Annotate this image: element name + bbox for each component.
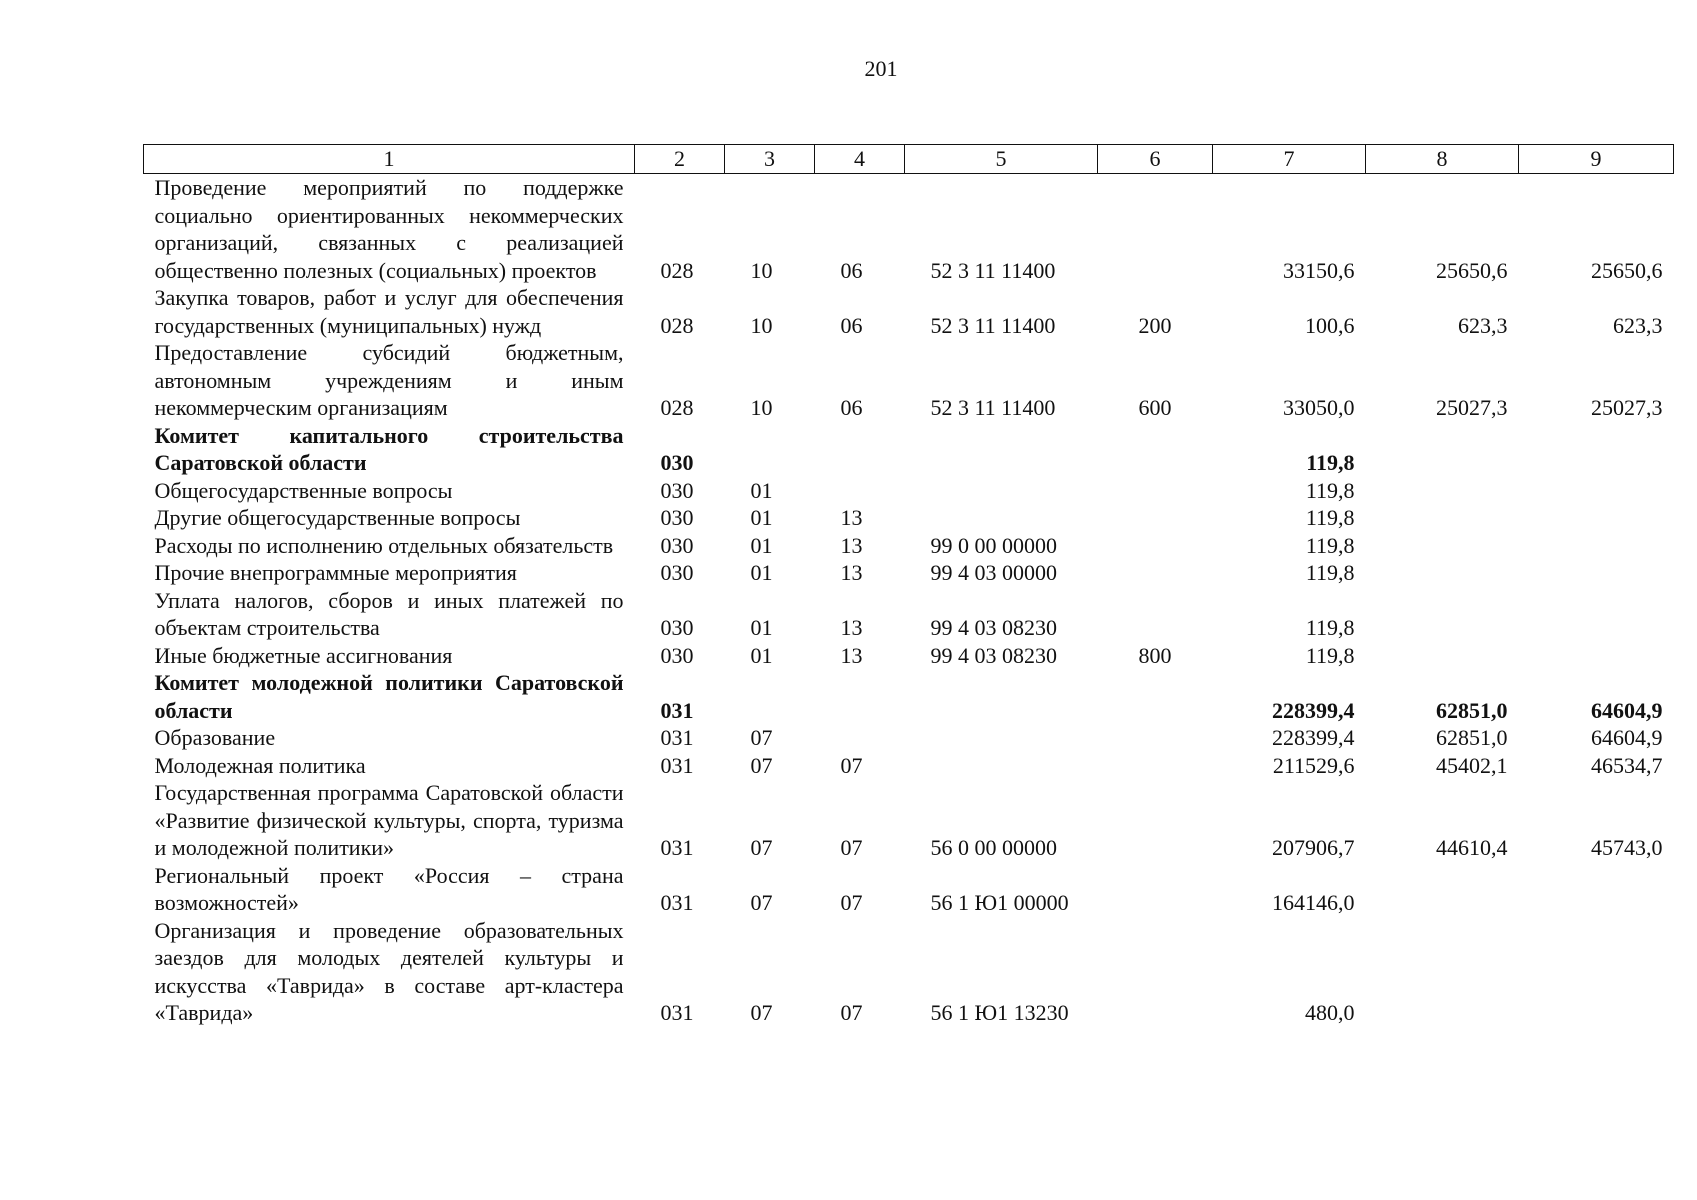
- row-subsection-code: 07: [840, 752, 863, 778]
- row-sum-col7: 33050,0: [1283, 395, 1355, 420]
- row-sum-col8: [1366, 862, 1519, 917]
- row-sum-col9: [1519, 504, 1674, 532]
- row-expense-type-code: 200: [1138, 312, 1172, 338]
- row-target-code: [905, 669, 1098, 724]
- row-subsection-code: 13: [840, 505, 863, 530]
- row-target-code: 56 1 Ю1 13230: [930, 1000, 1069, 1025]
- row-sum-col9: [1519, 917, 1674, 1027]
- row-sum-col9: 64604,9: [1591, 697, 1663, 723]
- row-target-code: [905, 504, 1098, 532]
- row-subsection-code: 13: [840, 532, 863, 558]
- row-ved-code: 030: [660, 477, 694, 503]
- row-target-code: [905, 724, 1098, 752]
- row-expense-type-code: 600: [1138, 395, 1172, 420]
- row-name: Другие общегосударственные вопросы: [154, 505, 521, 530]
- table-row: [144, 587, 1674, 642]
- row-subsection-code: 13: [840, 642, 863, 668]
- row-section-code: 01: [750, 532, 773, 558]
- table-row: [144, 642, 1674, 670]
- row-sum-col7: 119,8: [1305, 615, 1355, 640]
- row-subsection-code: 07: [840, 835, 863, 860]
- row-name: Предоставление субсидий бюджетным, автономным учреждениям и иным некоммерческим организациям: [154, 340, 624, 420]
- page-number: 201: [864, 56, 898, 81]
- row-sum-col9: [1519, 532, 1674, 560]
- row-ved-code: 030: [660, 450, 694, 475]
- row-sum-col7: 119,8: [1305, 477, 1355, 503]
- row-target-code: 99 4 03 08230: [930, 615, 1057, 640]
- row-sum-col9: [1519, 587, 1674, 642]
- row-name: Закупка товаров, работ и услуг для обеспечения государственных (муниципальных) нужд: [154, 285, 624, 338]
- row-section-code: 07: [750, 752, 773, 778]
- row-expense-type-code: 800: [1138, 642, 1172, 668]
- row-ved-code: 030: [660, 642, 694, 668]
- row-ved-code: 031: [660, 1000, 694, 1025]
- row-ved-code: 028: [660, 395, 694, 420]
- row-sum-col7: 228399,4: [1272, 697, 1355, 723]
- row-ved-code: 031: [660, 835, 694, 860]
- row-name: Молодежная политика: [154, 752, 366, 778]
- row-ved-code: 031: [660, 697, 694, 723]
- row-sum-col8: 62851,0: [1436, 725, 1508, 750]
- row-sum-col8: [1366, 504, 1519, 532]
- row-sum-col9: 623,3: [1613, 312, 1663, 338]
- row-ved-code: 028: [660, 312, 694, 338]
- row-sum-col8: [1366, 642, 1519, 670]
- table-row: [144, 339, 1674, 422]
- row-sum-col8: [1366, 532, 1519, 560]
- table-row: [144, 669, 1674, 724]
- row-expense-type-code: [1098, 532, 1213, 560]
- row-sum-col7: 119,8: [1305, 532, 1355, 558]
- row-expense-type-code: [1098, 724, 1213, 752]
- row-section-code: 01: [750, 505, 773, 530]
- row-name: Комитет молодежной политики Саратовской области: [154, 670, 624, 723]
- row-expense-type-code: [1098, 587, 1213, 642]
- row-target-code: 52 3 11 11400: [930, 395, 1056, 420]
- row-sum-col7: 33150,6: [1283, 257, 1355, 283]
- row-ved-code: 030: [660, 560, 694, 585]
- row-section-code: 07: [750, 725, 773, 750]
- row-sum-col8: 623,3: [1458, 312, 1508, 338]
- row-sum-col9: [1519, 559, 1674, 587]
- row-section-code: [725, 669, 815, 724]
- row-sum-col7: 164146,0: [1272, 890, 1355, 915]
- row-ved-code: 030: [660, 505, 694, 530]
- row-sum-col8: [1366, 917, 1519, 1027]
- header-col-7: 7: [1213, 145, 1366, 174]
- row-sum-col9: [1519, 422, 1674, 477]
- row-sum-col8: 62851,0: [1436, 697, 1508, 723]
- row-subsection-code: 07: [840, 1000, 863, 1025]
- row-ved-code: 031: [660, 890, 694, 915]
- table-row: [144, 532, 1674, 560]
- row-target-code: 99 4 03 08230: [930, 642, 1057, 668]
- row-expense-type-code: [1098, 669, 1213, 724]
- header-col-6: 6: [1098, 145, 1213, 174]
- row-sum-col8: [1366, 559, 1519, 587]
- row-ved-code: 030: [660, 615, 694, 640]
- row-name: Образование: [154, 725, 276, 750]
- table-row: [144, 284, 1674, 339]
- row-sum-col9: [1519, 477, 1674, 505]
- row-subsection-code: [815, 724, 905, 752]
- table-row: [144, 477, 1674, 505]
- table-body: [144, 174, 1674, 1027]
- row-sum-col8: 25650,6: [1436, 257, 1508, 283]
- row-sum-col7: 207906,7: [1272, 835, 1355, 860]
- row-sum-col9: [1519, 862, 1674, 917]
- row-sum-col7: 119,8: [1305, 560, 1355, 585]
- row-expense-type-code: [1098, 917, 1213, 1027]
- row-ved-code: 031: [660, 725, 694, 750]
- row-name: Организация и проведение образовательных заездов для молодых деятелей культуры и искусства «Таврида» в составе арт-кластера «Таврида»: [154, 917, 624, 1025]
- row-sum-col9: 46534,7: [1591, 752, 1663, 778]
- row-sum-col7: 119,8: [1305, 642, 1355, 668]
- row-sum-col9: [1519, 642, 1674, 670]
- row-section-code: 01: [750, 477, 773, 503]
- row-expense-type-code: [1098, 174, 1213, 285]
- row-sum-col7: 228399,4: [1272, 725, 1355, 750]
- row-subsection-code: [815, 477, 905, 505]
- row-sum-col7: 211529,6: [1272, 752, 1355, 778]
- header-row: [144, 145, 1674, 174]
- row-subsection-code: 07: [840, 890, 863, 915]
- row-sum-col8: [1366, 587, 1519, 642]
- row-section-code: 10: [750, 312, 773, 338]
- table-row: [144, 174, 1674, 285]
- row-subsection-code: 06: [840, 312, 863, 338]
- row-target-code: 52 3 11 11400: [930, 257, 1056, 283]
- row-expense-type-code: [1098, 752, 1213, 780]
- row-expense-type-code: [1098, 779, 1213, 862]
- row-target-code: [905, 477, 1098, 505]
- header-col-4: 4: [815, 145, 905, 174]
- table-row: [144, 504, 1674, 532]
- row-sum-col8: [1366, 422, 1519, 477]
- row-expense-type-code: [1098, 862, 1213, 917]
- row-expense-type-code: [1098, 477, 1213, 505]
- row-sum-col7: 480,0: [1305, 1000, 1355, 1025]
- row-section-code: [725, 422, 815, 477]
- row-name: Расходы по исполнению отдельных обязательств: [154, 532, 614, 558]
- row-target-code: 99 4 03 00000: [930, 560, 1057, 585]
- header-col-3: 3: [725, 145, 815, 174]
- table-row: [144, 422, 1674, 477]
- table-row: [144, 559, 1674, 587]
- row-target-code: 56 0 00 00000: [930, 835, 1057, 860]
- row-ved-code: 028: [660, 257, 694, 283]
- row-sum-col8: 25027,3: [1436, 395, 1508, 420]
- table-row: [144, 862, 1674, 917]
- row-target-code: 56 1 Ю1 00000: [930, 890, 1069, 915]
- row-sum-col7: 119,8: [1306, 450, 1355, 475]
- row-subsection-code: [815, 669, 905, 724]
- row-sum-col8: 45402,1: [1436, 752, 1508, 778]
- row-expense-type-code: [1098, 504, 1213, 532]
- row-ved-code: 031: [660, 752, 694, 778]
- row-subsection-code: [815, 422, 905, 477]
- row-name: Уплата налогов, сборов и иных платежей по объектам строительства: [154, 587, 624, 640]
- row-name: Региональный проект «Россия – страна возможностей»: [154, 862, 624, 915]
- row-section-code: 01: [750, 560, 773, 585]
- row-subsection-code: 13: [840, 560, 863, 585]
- row-target-code: 99 0 00 00000: [930, 532, 1057, 558]
- header-col-1: 1: [144, 145, 635, 174]
- header-col-2: 2: [635, 145, 725, 174]
- row-sum-col7: 119,8: [1305, 505, 1355, 530]
- row-sum-col7: 100,6: [1305, 312, 1355, 338]
- row-target-code: 52 3 11 11400: [930, 312, 1056, 338]
- row-section-code: 07: [750, 890, 773, 915]
- table-row: [144, 779, 1674, 862]
- table-header: [144, 145, 1674, 174]
- row-section-code: 01: [750, 642, 773, 668]
- row-sum-col9: 45743,0: [1591, 835, 1663, 860]
- row-name: Комитет капитального строительства Саратовской области: [154, 422, 624, 475]
- row-target-code: [905, 422, 1098, 477]
- row-sum-col8: [1366, 477, 1519, 505]
- row-ved-code: 030: [660, 532, 694, 558]
- row-section-code: 10: [750, 395, 773, 420]
- row-section-code: 07: [750, 835, 773, 860]
- row-expense-type-code: [1098, 559, 1213, 587]
- row-section-code: 07: [750, 1000, 773, 1025]
- table-row: [144, 917, 1674, 1027]
- row-section-code: 10: [750, 257, 773, 283]
- row-name: Общегосударственные вопросы: [154, 477, 453, 503]
- row-target-code: [905, 752, 1098, 780]
- row-sum-col9: 25027,3: [1591, 395, 1663, 420]
- row-sum-col8: 44610,4: [1436, 835, 1508, 860]
- row-subsection-code: 13: [840, 615, 863, 640]
- row-name: Проведение мероприятий по поддержке социально ориентированных некоммерческих организаций, связанных с реализацией общественно полезных (социальных) проектов: [154, 175, 624, 283]
- row-name: Иные бюджетные ассигнования: [154, 642, 453, 668]
- header-col-9: 9: [1519, 145, 1674, 174]
- row-subsection-code: 06: [840, 257, 863, 283]
- row-section-code: 01: [750, 615, 773, 640]
- row-name: Государственная программа Саратовской области «Развитие физической культуры, спорта, туризма и молодежной политики»: [154, 780, 624, 860]
- row-name: Прочие внепрограммные мероприятия: [154, 560, 517, 585]
- header-col-8: 8: [1366, 145, 1519, 174]
- header-col-5: 5: [905, 145, 1098, 174]
- row-expense-type-code: [1098, 422, 1213, 477]
- budget-table: [143, 144, 1674, 1027]
- table-row: [144, 724, 1674, 752]
- table-row: [144, 752, 1674, 780]
- row-subsection-code: 06: [840, 395, 863, 420]
- row-sum-col9: 64604,9: [1591, 725, 1663, 750]
- row-sum-col9: 25650,6: [1591, 257, 1663, 283]
